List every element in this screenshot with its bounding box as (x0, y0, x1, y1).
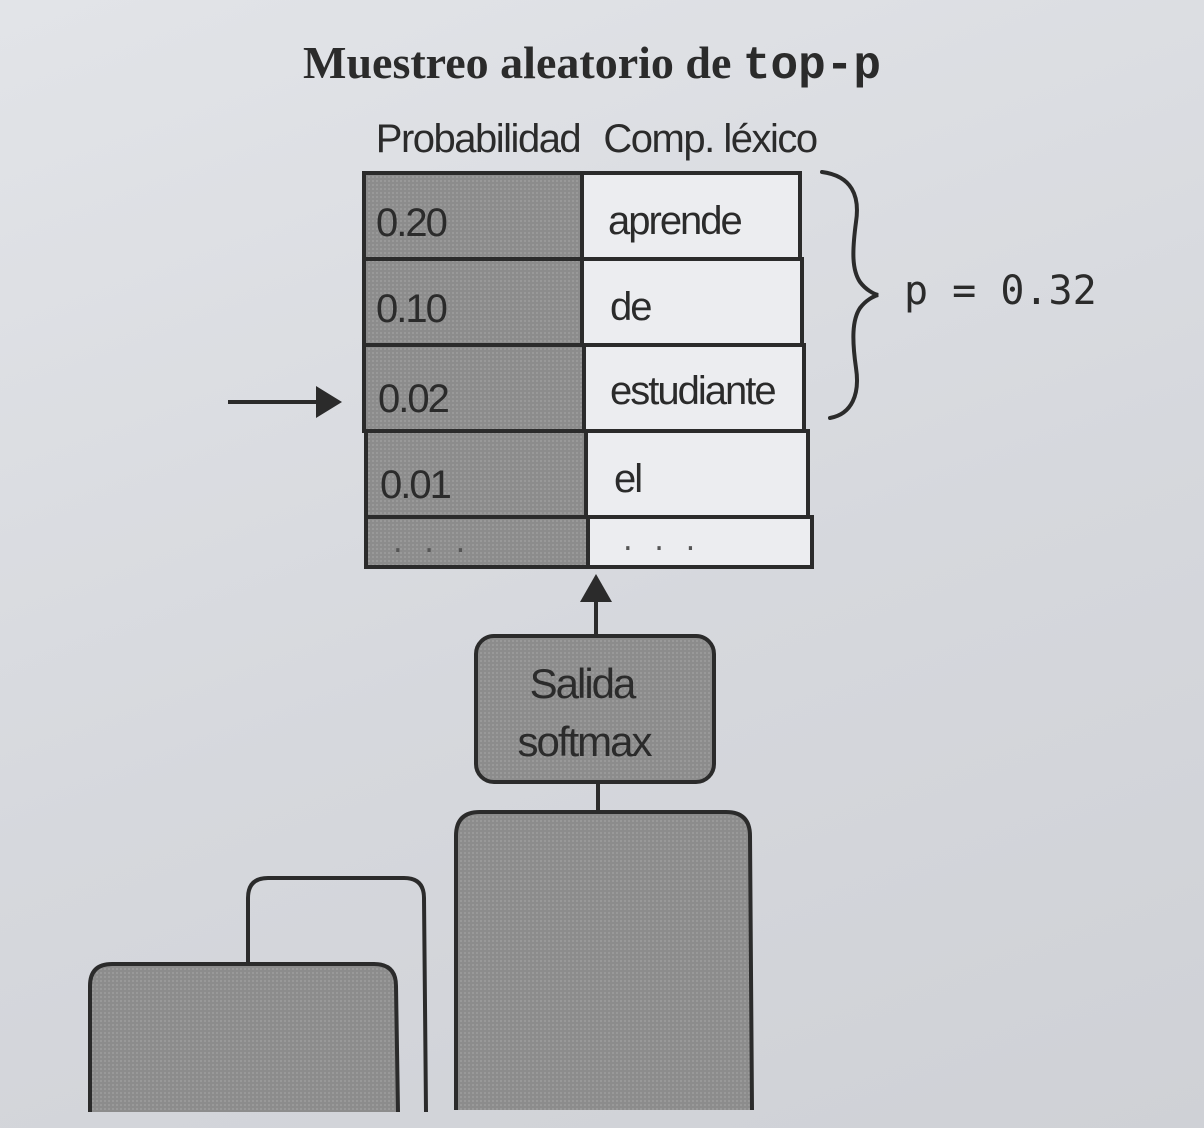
token-label: estudiante (610, 369, 775, 413)
title-text: Muestreo aleatorio de (303, 37, 743, 88)
token-ellipsis: . . . (620, 527, 699, 557)
selection-arrow-icon (316, 386, 342, 418)
token-label: el (614, 457, 642, 501)
probability-value: 0.02 (378, 377, 448, 421)
diagram-title (303, 37, 881, 92)
probability-ellipsis: . . . (390, 529, 469, 559)
title-code: top-p (742, 40, 881, 92)
column-header-probability: Probabilidad (375, 117, 581, 161)
threshold-label: p = 0.32 (904, 268, 1097, 314)
curly-brace-icon (822, 172, 878, 418)
token-label: de (610, 285, 651, 329)
lower-block (90, 964, 398, 1112)
probability-value: 0.20 (376, 201, 446, 245)
softmax-label-line2: softmax (517, 718, 651, 765)
probability-value: 0.01 (380, 463, 450, 507)
up-arrow-icon (580, 574, 612, 602)
column-header-token: Comp. léxico (603, 117, 817, 161)
token-label: aprende (608, 199, 741, 243)
probability-value: 0.10 (376, 287, 446, 331)
decoder-block (456, 812, 752, 1110)
softmax-label-line1: Salida (529, 660, 635, 707)
